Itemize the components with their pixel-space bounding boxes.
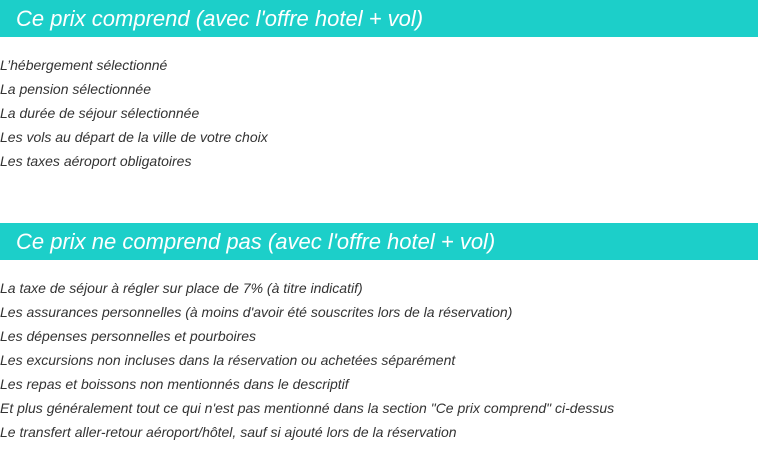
price-includes-heading: Ce prix comprend (avec l'offre hotel + vol) [0,0,758,37]
price-excludes-list [0,276,614,444]
list-item: Et plus généralement tout ce qui n'est pas mentionné dans la section "Ce prix comprend" ci-dessus [0,400,615,416]
list-item: Le transfert aller-retour aéroport/hôtel, sauf si ajouté lors de la réservation [0,424,457,440]
list-item: Les excursions non incluses dans la réservation ou achetées séparément [0,352,456,368]
list-item: L’hébergement sélectionné [0,57,168,73]
list-item: Les assurances personnelles (à moins d'avoir été souscrites lors de la réservation) [0,304,513,320]
list-item: La taxe de séjour à régler sur place de 7% (à titre indicatif) [0,280,363,296]
list-item: La durée de séjour sélectionnée [0,105,200,121]
list-item: Les repas et boissons non mentionnés dans le descriptif [0,376,349,392]
price-excludes-heading: Ce prix ne comprend pas (avec l'offre hotel + vol) [0,223,758,260]
list-item: Les taxes aéroport obligatoires [0,153,192,169]
list-item: Les dépenses personnelles et pourboires [0,328,257,344]
list-item: La pension sélectionnée [0,81,152,97]
list-item: Les vols au départ de la ville de votre choix [0,129,268,145]
price-includes-list [0,53,268,173]
